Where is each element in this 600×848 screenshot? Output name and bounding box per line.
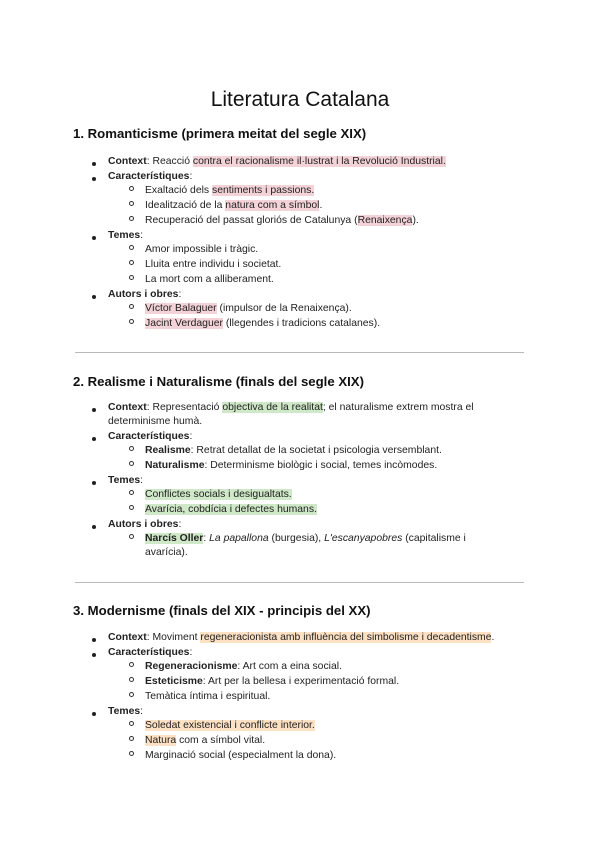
sub-item: Narcís Oller: La papallona (burgesia), L'escanyapobres (capitalisme i — [145, 533, 466, 544]
list-item-temes: Temes: — [108, 230, 144, 241]
bullet-circle — [129, 304, 134, 309]
sub-item: Recuperació del passat gloriós de Catalunya (Renaixença). — [145, 215, 419, 226]
bullet-dot — [92, 653, 96, 657]
bullet-circle — [129, 534, 134, 539]
sub-item: La mort com a alliberament. — [145, 274, 274, 285]
section-heading-modernisme: 3. Modernisme (finals del XIX - principis del XX) — [73, 603, 371, 618]
page-title: Literatura Catalana — [210, 88, 390, 111]
bullet-circle — [129, 446, 134, 451]
bullet-circle — [129, 216, 134, 221]
sub-item: Temàtica íntima i espiritual. — [145, 691, 271, 702]
list-item-caracteristiques: Característiques: — [108, 647, 193, 658]
bullet-dot — [92, 437, 96, 441]
bullet-circle — [129, 751, 134, 756]
bullet-circle — [129, 245, 134, 250]
list-item-caracteristiques: Característiques: — [108, 171, 193, 182]
bullet-dot — [92, 712, 96, 716]
bullet-dot — [92, 236, 96, 240]
list-item-context: Context: Moviment regeneracionista amb influència del simbolisme i decadentisme. — [108, 632, 495, 643]
sub-item: Regeneracionisme: Art com a eina social. — [145, 661, 342, 672]
bullet-circle — [129, 677, 134, 682]
list-item-context: Context: Representació objectiva de la realitat; el naturalisme extrem mostra el — [108, 402, 474, 413]
list-item-temes: Temes: — [108, 475, 144, 486]
list-item-temes: Temes: — [108, 706, 144, 717]
sub-item: Conflictes socials i desigualtats. — [145, 489, 292, 500]
sub-item-cont: avarícia). — [145, 547, 188, 558]
sub-item: Amor impossible i tràgic. — [145, 244, 259, 255]
section-heading-realisme: 2. Realisme i Naturalisme (finals del segle XIX) — [73, 374, 364, 389]
bullet-circle — [129, 186, 134, 191]
sub-item: Jacint Verdaguer (llegendes i tradicions catalanes). — [145, 318, 381, 329]
section-heading-romanticisme: 1. Romanticisme (primera meitat del segle XIX) — [73, 126, 367, 141]
list-item-autors: Autors i obres: — [108, 289, 182, 300]
list-item-context-cont: determinisme humà. — [108, 416, 203, 427]
sub-item: Víctor Balaguer (impulsor de la Renaixença). — [145, 303, 352, 314]
list-item-autors: Autors i obres: — [108, 519, 182, 530]
sub-item: Idealització de la natura com a símbol. — [145, 200, 323, 211]
bullet-circle — [129, 461, 134, 466]
bullet-circle — [129, 662, 134, 667]
bullet-dot — [92, 481, 96, 485]
bullet-circle — [129, 721, 134, 726]
sub-item: Naturalisme: Determinisme biològic i social, temes incòmodes. — [145, 460, 438, 471]
section-divider — [75, 352, 524, 353]
sub-item: Natura com a símbol vital. — [145, 735, 266, 746]
bullet-circle — [129, 505, 134, 510]
sub-item: Esteticisme: Art per la bellesa i experimentació formal. — [145, 676, 400, 687]
list-item-caracteristiques: Característiques: — [108, 431, 193, 442]
bullet-dot — [92, 177, 96, 181]
sub-item: Soledat existencial i conflicte interior. — [145, 720, 315, 731]
sub-item: Avarícia, cobdícia i defectes humans. — [145, 504, 317, 515]
bullet-circle — [129, 692, 134, 697]
bullet-circle — [129, 260, 134, 265]
section-divider — [75, 582, 524, 583]
bullet-dot — [92, 162, 96, 166]
sub-item: Lluita entre individu i societat. — [145, 259, 282, 270]
bullet-dot — [92, 525, 96, 529]
bullet-dot — [92, 638, 96, 642]
bullet-circle — [129, 319, 134, 324]
bullet-dot — [92, 295, 96, 299]
sub-item: Exaltació dels sentiments i passions. — [145, 185, 315, 196]
list-item-context: Context: Reacció contra el racionalisme il·lustrat i la Revolució Industrial. — [108, 156, 446, 167]
sub-item: Marginació social (especialment la dona). — [145, 750, 337, 761]
bullet-circle — [129, 736, 134, 741]
sub-item: Realisme: Retrat detallat de la societat i psicologia versemblant. — [145, 445, 442, 456]
bullet-circle — [129, 201, 134, 206]
bullet-circle — [129, 275, 134, 280]
bullet-circle — [129, 490, 134, 495]
bullet-dot — [92, 408, 96, 412]
